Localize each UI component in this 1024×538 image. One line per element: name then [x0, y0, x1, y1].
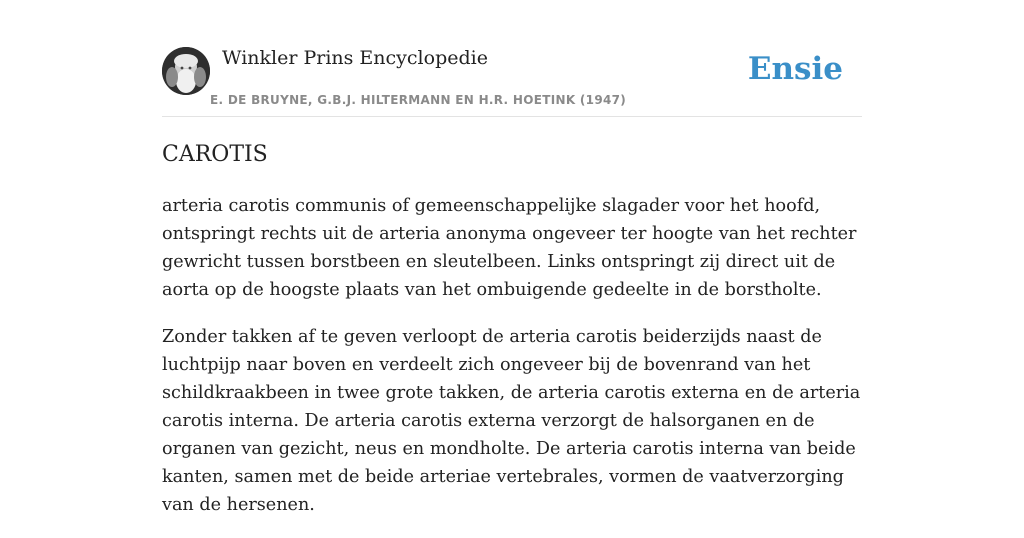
article-paragraph: arteria carotis communis of gemeenschappelijke slagader voor het hoofd, ontspringt rechts uit de arteria anonyma ongeveer ter hoogte van het rechter gewricht tussen borstbeen en sleutelbeen. Links ontspringt zij direct uit de aorta op de hoogste plaats van het ombuigende gedeelte in de borstholte. [162, 196, 857, 300]
article-body [162, 192, 862, 538]
page [162, 0, 862, 515]
source-title[interactable]: Winkler Prins Encyclopedie [222, 47, 488, 69]
author-portrait-icon [162, 47, 210, 95]
authors-line: E. DE BRUYNE, G.B.J. HILTERMANN EN H.R. HOETINK (1947) [210, 93, 627, 107]
article-title: CAROTIS [162, 142, 268, 167]
avatar[interactable] [162, 47, 210, 95]
article-paragraph: Zonder takken af te geven verloopt de arteria carotis beiderzijds naast de luchtpijp naar boven en verdeelt zich ongeveer bij de bovenrand van het schildkraakbeen in twee grote takken, de arteria carotis externa en de arteria carotis interna. De arteria carotis externa verzorgt de halsorganen en de organen van gezicht, neus en mondholte. De arteria carotis interna van beide kanten, samen met de beide arteriae vertebrales, vormen de vaatverzorging van de hersenen. [162, 327, 861, 515]
brand-logo[interactable]: Ensie [747, 51, 843, 87]
header [162, 0, 862, 117]
